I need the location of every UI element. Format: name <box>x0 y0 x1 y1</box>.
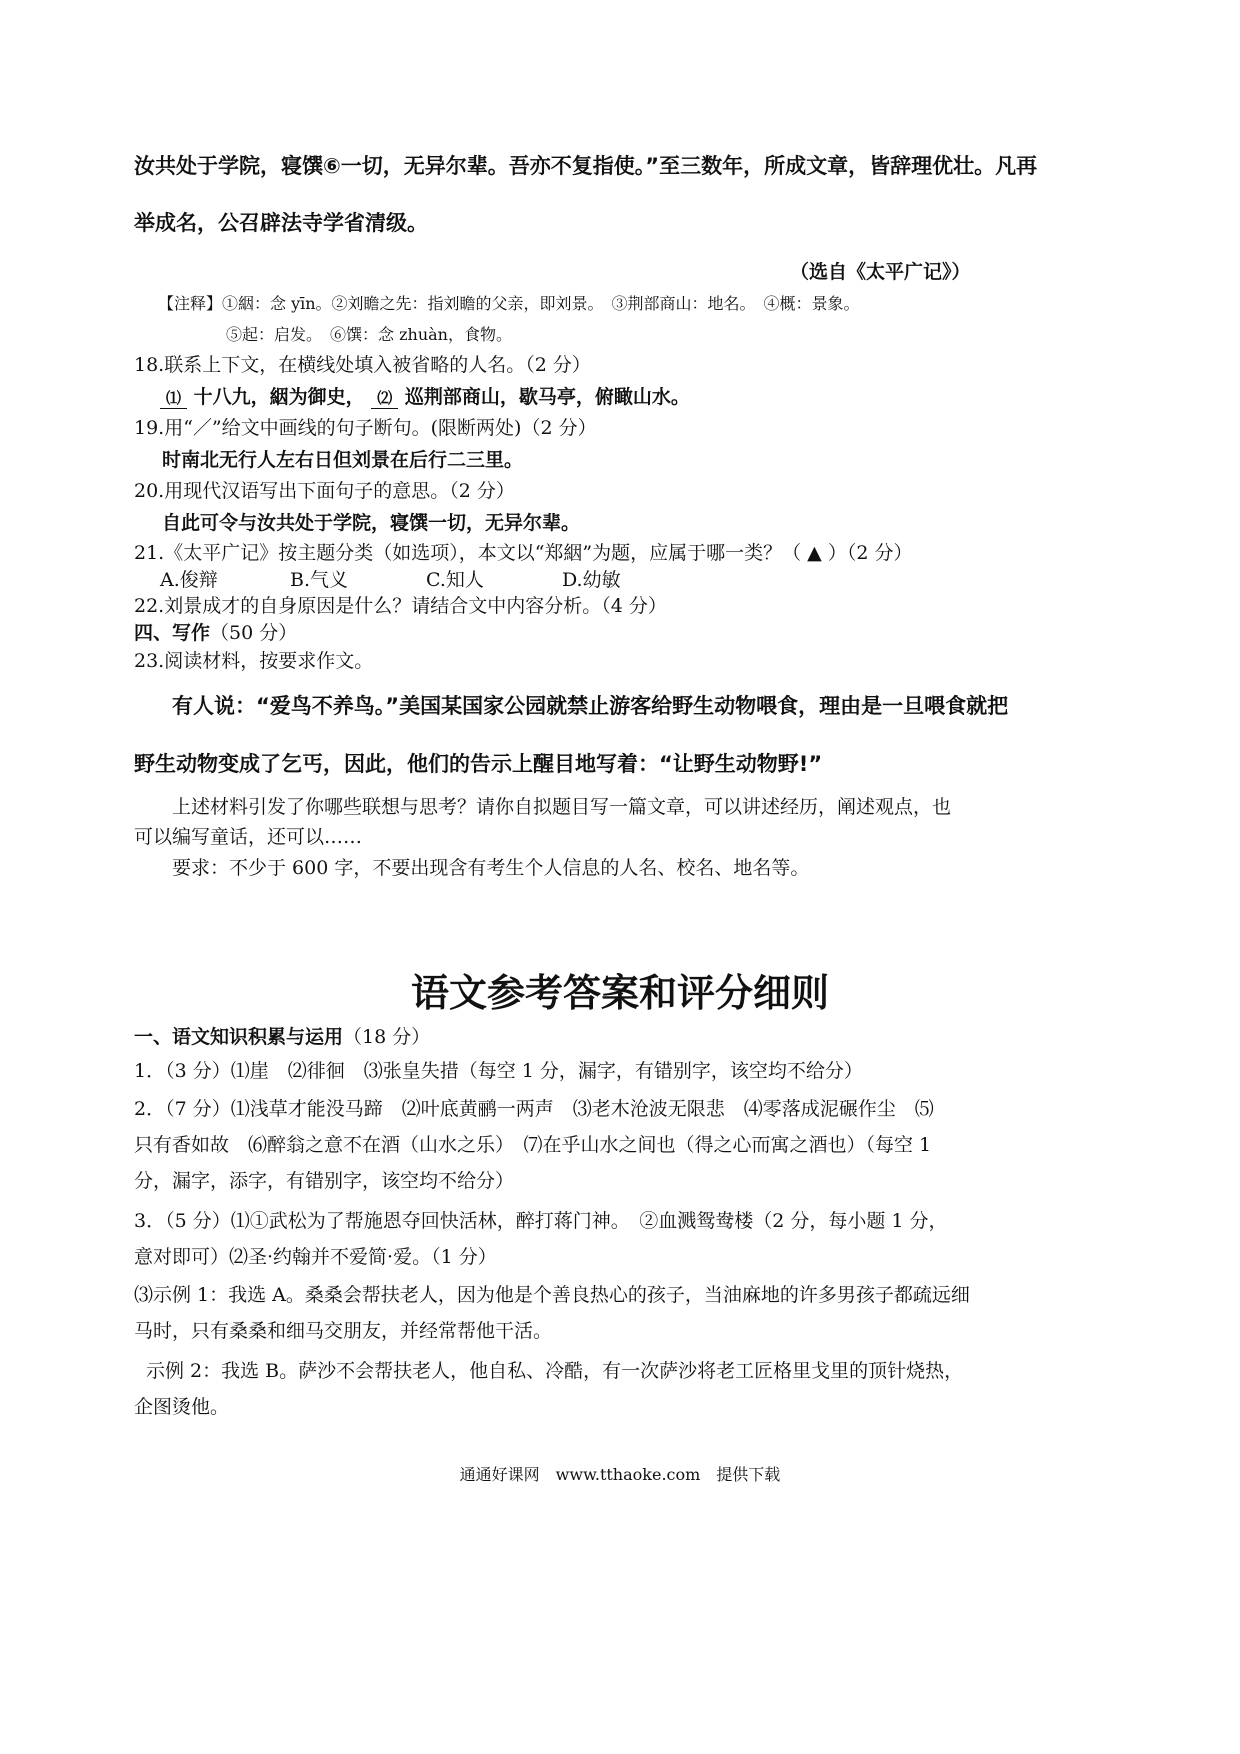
answer-3-line: 企图烫他。 <box>134 1396 230 1418</box>
notes-line: 【注释】①絪：念 yīn。②刘瞻之先：指刘瞻的父亲，即刘景。 ③荆部商山：地名。 ④概：景象。 <box>158 294 860 313</box>
page-footer: 通通好课网 www.tthaoke.com 提供下载 <box>459 1465 781 1484</box>
question-19: 19.用“／”给文中画线的句子断句。(限断两处)（2 分） <box>134 417 597 439</box>
section-heading-writing <box>134 618 297 645</box>
material-line: 有人说：“爱鸟不养鸟。”美国某国家公园就禁止游客给野生动物喂食，理由是一旦喂食就把 <box>172 694 1009 718</box>
answer-1: 1．（3 分）⑴崖 ⑵徘徊 ⑶张皇失措（每空 1 分，漏字，有错别字，该空均不给分） <box>134 1060 863 1082</box>
sentence-part: 十八九，絪为御史， <box>193 386 365 408</box>
question-20: 20.用现代汉语写出下面句子的意思。（2 分） <box>134 480 515 502</box>
section-heading-score: （50 分） <box>210 622 298 644</box>
answer-2-line: 只有香如故 ⑹醉翁之意不在酒（山水之乐） ⑺在乎山水之间也（得之心而寓之酒也）（每空 1 <box>134 1134 932 1156</box>
passage-line: 举成名，公召辟法寺学省清级。 <box>134 211 428 235</box>
sentence-part: 巡荆部商山，歇马亭，俯瞰山水。 <box>404 386 690 408</box>
prompt-line: 可以编写童话，还可以…… <box>134 826 363 848</box>
answer-blank-2[interactable]: ⑵ <box>371 387 398 409</box>
requirement-line: 要求：不少于 600 字，不要出现含有考生个人信息的人名、校名、地名等。 <box>172 857 810 879</box>
answer-2-line: 2．（7 分）⑴浅草才能没马蹄 ⑵叶底黄鹂一两声 ⑶老木沧波无限悲 ⑷零落成泥碾作尘 ⑸ <box>134 1098 934 1120</box>
prompt-line: 上述材料引发了你哪些联想与思考？请你自拟题目写一篇文章，可以讲述经历，阐述观点，也 <box>172 796 952 818</box>
material-line: 野生动物变成了乞丐，因此，他们的告示上醒目地写着：“让野生动物野!” <box>134 752 823 776</box>
option-a: A.俊辩 <box>160 569 218 591</box>
answer-3-line: 意对即可）⑵圣·约翰并不爱简·爱。（1 分） <box>134 1246 497 1268</box>
answer-3-line: 3．（5 分）⑴①武松为了帮施恩夺回快活林，醉打蒋门神。 ②血溅鸳鸯楼（2 分，每小题 1 分， <box>134 1210 948 1232</box>
answer-3-line: 马时，只有桑桑和细马交朋友，并经常帮他干活。 <box>134 1320 553 1342</box>
section-heading-bold: 四、写作 <box>134 622 211 644</box>
question-19-sentence: 时南北无行人左右日但刘景在后行二三里。 <box>162 449 524 471</box>
question-23: 23.阅读材料，按要求作文。 <box>134 650 374 672</box>
option-c: C.知人 <box>426 569 484 591</box>
section-heading-score: （18 分） <box>343 1026 431 1048</box>
passage-line: 汝共处于学院，寝馔⑥一切，无异尔辈。吾亦不复指使。”至三数年，所成文章，皆辞理优壮。凡再 <box>134 154 1038 178</box>
answers-title: 语文参考答案和评分细则 <box>410 970 829 1015</box>
notes-line: ⑤起：启发。 ⑥馔：念 zhuàn，食物。 <box>226 325 512 344</box>
section-heading-bold: 一、语文知识积累与运用 <box>134 1026 344 1048</box>
question-18-sentence <box>160 382 690 409</box>
question-22: 22.刘景成才的自身原因是什么？请结合文中内容分析。（4 分） <box>134 595 667 617</box>
question-21: 21.《太平广记》按主题分类（如选项），本文以“郑絪”为题，应属于哪一类？（ ▲ ）（2 分） <box>134 542 913 564</box>
answer-3-line: 示例 2：我选 B。萨沙不会帮扶老人，他自私、冷酷，有一次萨沙将老工匠格里戈里的顶针烧热， <box>146 1360 964 1382</box>
passage-source: （选自《太平广记》） <box>790 261 971 283</box>
question-18: 18.联系上下文，在横线处填入被省略的人名。（2 分） <box>134 354 591 376</box>
answer-blank-1[interactable]: ⑴ <box>160 387 187 409</box>
answers-section-heading <box>134 1022 430 1049</box>
option-b: B.气义 <box>290 569 349 591</box>
option-d: D.幼敏 <box>562 569 621 591</box>
question-20-sentence: 自此可令与汝共处于学院，寝馔一切，无异尔辈。 <box>162 512 581 534</box>
answer-2-line: 分，漏字，添字，有错别字，该空均不给分） <box>134 1170 515 1192</box>
answer-3-line: ⑶示例 1：我选 A。桑桑会帮扶老人，因为他是个善良热心的孩子，当油麻地的许多男孩子都疏远细 <box>134 1284 970 1306</box>
